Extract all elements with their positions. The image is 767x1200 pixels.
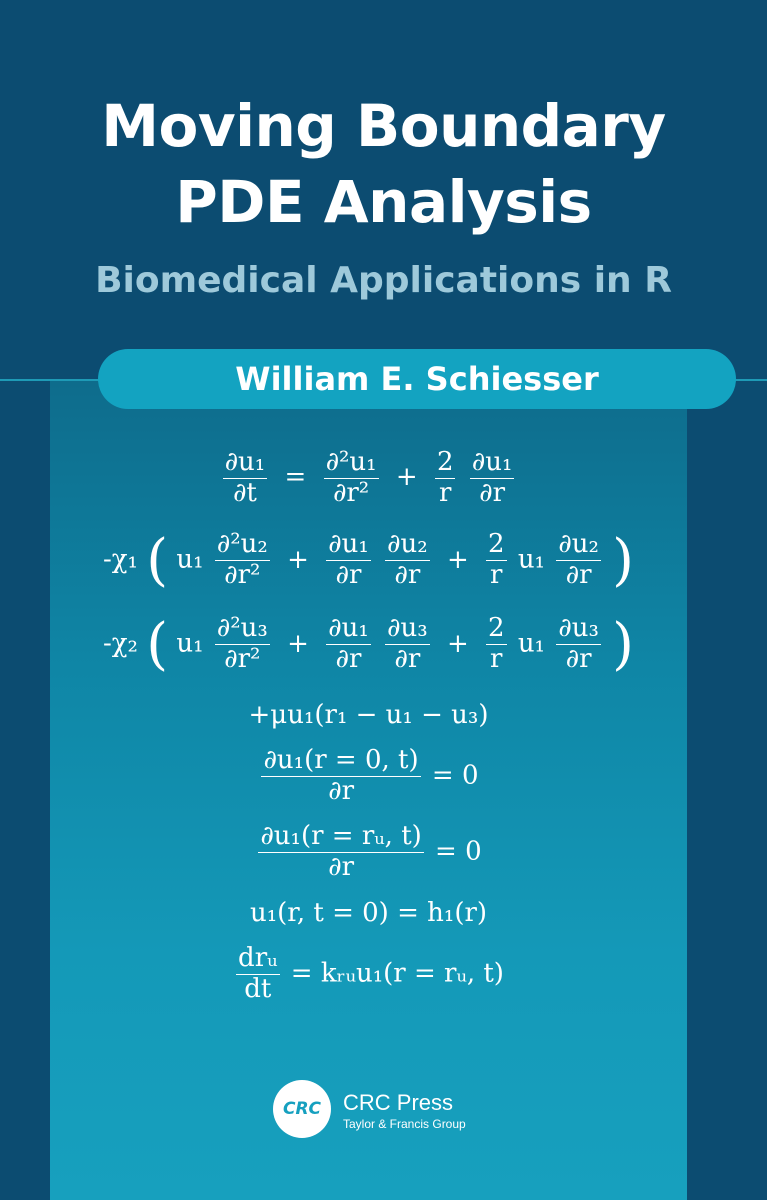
equation-1: $\frac{\text{∂u₁}}{\partial t}$ = $\frac{\text{∂²u₁}}{\text{∂r²}}$ + $\frac{2}{r}$ $\frac{\text{∂u₁}}{\partial r}$ [224,447,513,508]
equation-3: -χ₂ ( u₁ $\frac{\text{∂²u₃}}{\text{∂r²}}$ + $\frac{\text{∂u₁}}{\partial r}$ $\frac{\text{∂u₃}}{\partial r}$ + $\frac{2}{r}$ u₁ $\frac{\text{∂u₃}}{\partial r}$ ) [102,612,634,677]
book-subtitle: Biomedical Applications in R [95,260,672,301]
equation-7: u₁(r, t = 0) = h₁(r) [249,898,488,928]
book-title [0,88,767,240]
equation-5: $\frac{\text{∂u₁(r = 0, t)}}{\partial r}$ = 0 [263,745,479,806]
crc-logo-icon: CRC [273,1080,331,1138]
publisher-name: CRC Press [343,1090,454,1115]
equation-6: $\frac{\text{∂u₁(r = rᵤ, t)}}{\partial r}$ = 0 [260,821,482,882]
equation-4: +μu₁(r₁ − u₁ − u₃) [248,700,489,730]
publisher-imprint: Taylor & Francis Group [343,1117,466,1131]
title-line-2: PDE Analysis [175,168,592,236]
author-name: William E. Schiesser [98,349,736,409]
equation-2: -χ₁ ( u₁ $\frac{\text{∂²u₂}}{\text{∂r²}}$ + $\frac{\text{∂u₁}}{\partial r}$ $\frac{\text{∂u₂}}{\partial r}$ + $\frac{2}{r}$ u₁ $\frac{\text{∂u₂}}{\partial r}$ ) [102,528,634,593]
equation-8: $\frac{\text{drᵤ}}{dt}$ = kᵣᵤu₁(r = rᵤ, t) [238,943,504,1004]
title-line-1: Moving Boundary [101,92,666,160]
eq1-lhs: $\frac{\text{∂u₁}}{\partial t}$ [224,447,266,508]
